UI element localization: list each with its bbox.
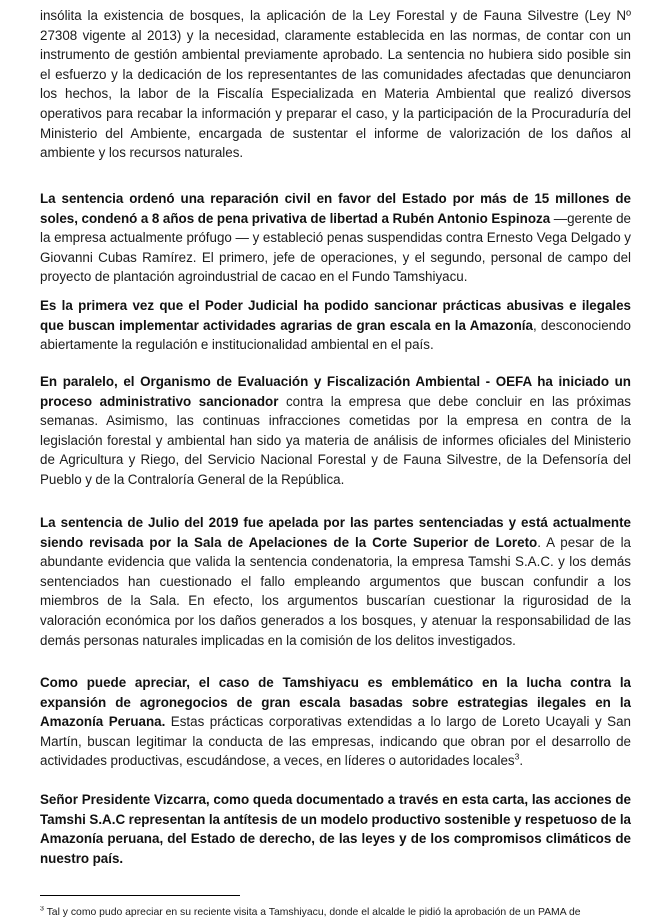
paragraph-6-text: Estas prácticas corporativas extendidas a lo largo de Loreto Ucayali y San Martín, buscan legitimar la conducta de las empresas, indicando que obran por el desarrollo de actividades productivas, escudándose, a veces, en líderes o autoridades locales: [40, 714, 631, 769]
paragraph-5-bold: La sentencia de Julio del 2019 fue apelada por las partes sentenciadas y está actualmente siendo revisada por la Sala de Apelaciones de la Corte Superior de Loreto: [40, 515, 631, 550]
paragraph-7-bold: Señor Presidente Vizcarra, como queda documentado a través en esta carta, las acciones de Tamshi S.A.C representan la antítesis de un modelo productivo sostenible y respetuoso de la Amazonía peruana, del Estado de derecho, de las leyes y de los compromisos climáticos de nuestro país.: [40, 792, 631, 866]
paragraph-2-text: —gerente de la empresa actualmente prófugo — y estableció penas suspendidas contra Ernesto Vega Delgado y Giovanni Cubas Ramírez. El primero, jefe de operaciones, y el segundo, personal de campo del proyecto de plantación agroindustrial de cacao en el Fundo Tamshiyacu.: [40, 210, 631, 285]
paragraph-4-text: contra la empresa que debe concluir en las próximas semanas. Asimismo, las continuas infracciones cometidas por la empresa en contra de la legislación forestal y ambiental han sido ya materia de análisis de informes oficiales del Ministerio de Agricultura y Riego, del Servicio Nacional Forestal y de Fauna Silvestre, de la Defensoría del Pueblo y de la Contraloría General de la República.: [40, 393, 631, 487]
paragraph-3-bold: Es la primera vez que el Poder Judicial ha podido sancionar prácticas abusivas e ilegales que buscan implementar actividades agrarias de gran escala en la Amazonía: [40, 298, 631, 333]
paragraph-6-bold: Como puede apreciar, el caso de Tamshiyacu es emblemático en la lucha contra la expansión de agronegocios de gran escala basadas sobre estrategias ilegales en la Amazonía Peruana.: [40, 675, 631, 730]
paragraph-6-end: .: [519, 753, 524, 769]
footnote: [40, 906, 640, 919]
footnote-reference[interactable]: 3: [514, 751, 520, 762]
footnote-divider: [40, 895, 240, 896]
paragraph-3-text: , desconociendo abiertamente la regulación e institucionalidad ambiental en el país.: [40, 317, 632, 353]
paragraph-5: [40, 513, 631, 650]
paragraph-4-bold: En paralelo, el Organismo de Evaluación y Fiscalización Ambiental - OEFA ha iniciado un proceso administrativo sancionador: [40, 374, 631, 409]
paragraph-1: [40, 6, 631, 163]
paragraph-4: [40, 372, 631, 490]
paragraph-5-text: . A pesar de la abundante evidencia que valida la sentencia condenatoria, la empresa Tamshi S.A.C. y los demás sentenciados han cuestionado el fallo empleando argumentos que buscan confundir a los miembros de la Sala. En efecto, los argumentos buscarían cuestionar la rigurosidad de la valoración económica por los daños generados a los bosques, y atenuar la responsabilidad de las demás personas naturales implicadas en la comisión de los delitos investigados.: [40, 534, 631, 648]
paragraph-2: [40, 189, 631, 287]
paragraph-6: [40, 673, 631, 771]
footnote-text: Tal y como pudo apreciar en su reciente visita a Tamshiyacu, donde el alcalde le pidió la aprobación de un PAMA de: [43, 907, 581, 918]
paragraph-1-text: insólita la existencia de bosques, la aplicación de la Ley Forestal y de Fauna Silvestre (Ley Nº 27308 vigente al 2013) y la necesidad, claramente establecida en las normas, de contar con un instrumento de gestión ambiental previamente aprobado. La sentencia no hubiera sido posible sin el esfuerzo y la dedicación de los representantes de las comunidades afectadas que denunciaron los hechos, la labor de la Fiscalía Especializada en Materia Ambiental que realizó diversos operativos para recabar la información y preparar el caso, y la participación de la Procuraduría del Ministerio del Ambiente, encargada de sustentar el informe de valorización de los daños al ambiente y los recursos naturales.: [40, 8, 631, 161]
paragraph-2-bold: La sentencia ordenó una reparación civil en favor del Estado por más de 15 millones de soles, condenó a 8 años de pena privativa de libertad a Rubén Antonio Espinoza: [40, 191, 631, 226]
paragraph-3: [40, 296, 631, 355]
footnote-mark: 3: [40, 906, 44, 913]
paragraph-7: [40, 790, 631, 868]
